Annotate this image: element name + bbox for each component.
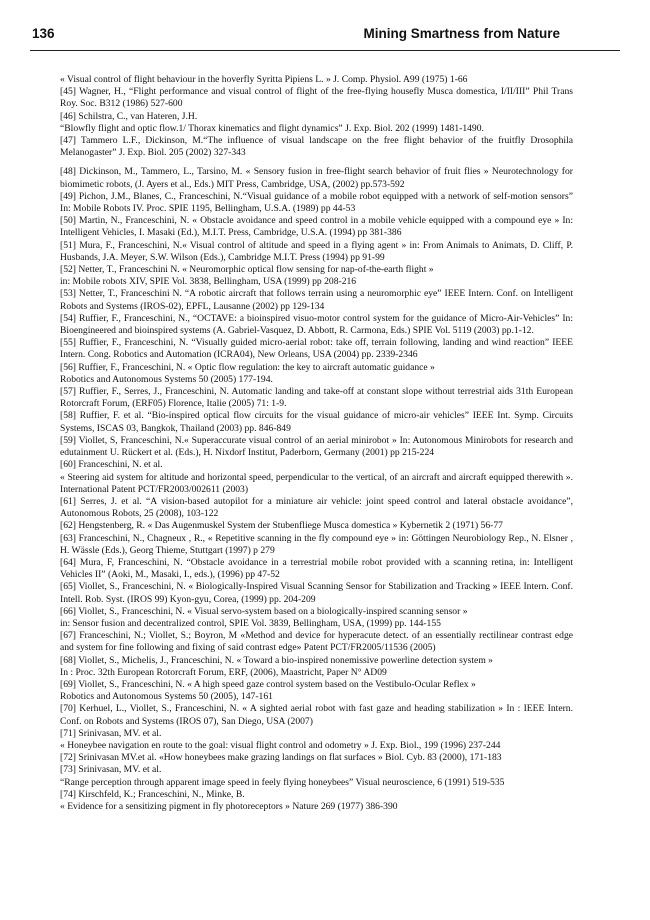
page-header bbox=[30, 26, 620, 48]
reference-line: [56] Ruffier, F., Franceschini, N. « Optic flow regulation: the key to aircraft automatic guidance » bbox=[60, 361, 435, 373]
reference-list bbox=[60, 74, 573, 813]
reference-line: [60] Franceschini, N. et al. bbox=[60, 459, 163, 471]
reference-line: [64] Mura, F, Franceschini, N. “Obstacle avoidance in a terrestrial mobile robot provided with a scanning retina, in: Intelligent Vehicles II” (Aoki, M., Masaki, I., eds.), (1996) pp 47-52 bbox=[60, 556, 573, 581]
reference-line: [52] Netter, T., Franceschini N. « Neuromorphic optical flow sensing for nap-of-the-earth flight » bbox=[60, 264, 434, 276]
reference-line: [63] Franceschini, N., Chagneux , R., « Repetitive scanning in the fly compound eye » in: Göttingen Neurobiology Rep., N. Elsner , H. Wässle (Eds.), Georg Thieme, Stuttgart (1997) p 279 bbox=[60, 532, 573, 556]
reference-line: [55] Ruffier, F., Franceschini, N. “Visually guided micro-aerial robot: take off, terrain following, landing and wind reaction” IEEE Intern. Cong. Robotics and Automation (ICRA04), New Orleans, USA (2004) pp. 2339-2346 bbox=[60, 337, 573, 361]
reference-line: [66] Viollet, S., Franceschini, N. « Visual servo-system based on a biologically-inspired scanning sensor » bbox=[60, 605, 468, 617]
reference-line: [68] Viollet, S., Michelis, J., Franceschini, N. « Toward a bio-inspired nonemissive powerline detection system » bbox=[60, 654, 493, 666]
reference-line: “Range perception through apparent image speed in feely flying honeybees” Visual neuroscience, 6 (1991) 519-535 bbox=[60, 776, 505, 788]
running-title: Mining Smartness from Nature bbox=[363, 26, 560, 41]
reference-line: Robotics and Autonomous Systems 50 (2005) 177-194. bbox=[60, 373, 273, 385]
reference-line: in: Sensor fusion and decentralized control, SPIE Vol. 3839, Bellingham, USA, (1999) pp. 144-155 bbox=[60, 617, 441, 629]
reference-line: In : Proc. 32th European Rotorcraft Forum, ERF, (2006), Maastricht, Paper N° AD09 bbox=[60, 666, 387, 678]
reference-line: [62] Hengstenberg, R. « Das Augenmuskel System der Stubenfliege Musca domestica » Kybernetik 2 (1971) 56-77 bbox=[60, 520, 503, 532]
reference-line: [49] Pichon, J.M., Blanes, C., Franceschini, N.“Visual guidance of a mobile robot equipped with a network of self-motion sensors” In: Mobile Robots IV. Proc. SPIE 1195, Bellingham, U.S.A. (1989) pp 44-53 bbox=[60, 190, 573, 215]
header-rule bbox=[30, 50, 620, 51]
reference-line: [45] Wagner, H., “Flight performance and visual control of flight of the free-flying housefly Musca domestica, I/II/III” Phil Trans Roy. Soc. B312 (1986) 527-600 bbox=[60, 86, 573, 110]
reference-line: “Blowfly flight and optic flow.1/ Thorax kinematics and flight dynamics” J. Exp. Biol. 202 (1999) 1481-1490. bbox=[60, 122, 484, 134]
reference-line: [46] Schilstra, C., van Hateren, J.H. bbox=[60, 110, 198, 122]
reference-line: [47] Tammero L.F., Dickinson, M.“The influence of visual landscape on the free flight behavior of the fruitfly Drosophila Melanogaster” J. Exp. Biol. 205 (2002) 327-343 bbox=[60, 135, 573, 159]
reference-line: [72] Srinivasan MV.et al. «How honeybees make grazing landings on flat surfaces » Biol. Cyb. 83 (2000), 171-183 bbox=[60, 752, 502, 764]
reference-line: [51] Mura, F., Franceschini, N.« Visual control of altitude and speed in a flying agent » in: From Animals to Animats, D. Cliff, P. Husbands, J.A. Meyer, S.W. Wilson (Eds.), Cambridge M.I.T. Press (1994) pp 91-99 bbox=[60, 239, 573, 263]
reference-line: [58] Ruffier, F. et al. “Bio-inspired optical flow circuits for the visual guidance of micro-air vehicles” IEEE Int. Symp. Circuits Systems, ISCAS 03, Bangkok, Thailand (2003) pp. 846-849 bbox=[60, 410, 573, 434]
reference-line: Robotics and Autonomous Systems 50 (2005), 147-161 bbox=[60, 691, 273, 703]
reference-line: [69] Viollet, S., Franceschini, N. « A high speed gaze control system based on the Vestibulo-Ocular Reflex » bbox=[60, 678, 476, 690]
reference-line: « Visual control of flight behaviour in the hoverfly Syritta Pipiens L. » J. Comp. Physiol. A99 (1975) 1-66 bbox=[60, 74, 468, 85]
reference-line: [71] Srinivasan, MV. et al. bbox=[60, 727, 162, 739]
reference-line: « Honeybee navigation en route to the goal: visual flight control and odometry » J. Exp. Biol., 199 (1996) 237-244 bbox=[60, 739, 501, 751]
reference-line: [74] Kirschfeld, K.; Franceschini, N., Minke, B. bbox=[60, 788, 245, 800]
page-number: 136 bbox=[32, 26, 55, 41]
reference-line: [57] Ruffier, F., Serres, J., Franceschini, N. Automatic landing and take-off at constant slope without terrestrial aids 31th European Rotorcraft Forum, (ERF05) Florence, Italie (2005) 71: 1-9. bbox=[60, 386, 573, 410]
reference-line: [67] Franceschini, N.; Viollet, S.; Boyron, M «Method and device for hyperacute detect. of an essentially rectilinear contrast edge and system for fine following and fixing of said contrast edge» Patent PCT/FR2005/11536 (2005) bbox=[60, 630, 573, 654]
reference-line: [70] Kerhuel, L., Viollet, S., Franceschini, N. « A sighted aerial robot with fast gaze and heading stabilization » In : IEEE Intern. Conf. on Robots and Systems (IROS 07), San Diego, USA (2007) bbox=[60, 703, 573, 727]
reference-line: [61] Serres, J. et al. “A vision-based autopilot for a miniature air vehicle: joint speed control and lateral obstacle avoidance”, Autonomous Robots, 25 (2008), 103-122 bbox=[60, 495, 573, 520]
reference-line: « Steering aid system for altitude and horizontal speed, perpendicular to the vertical, of an aircraft and aircraft equipped therewith ». International Patent PCT/FR2003/002611 (2003) bbox=[60, 471, 573, 495]
reference-line: [48] Dickinson, M., Tammero, L., Tarsino, M. « Sensory fusion in free-flight search behavior of fruit flies » Neurotechnology for biomimetic robots, (J. Ayers et al., Eds.) MIT Press, Cambridge, USA, (2002) pp.573-592 bbox=[60, 166, 573, 190]
reference-line: [73] Srinivasan, MV. et al. bbox=[60, 764, 162, 776]
reference-line: [59] Viollet, S, Franceschini, N.« Superaccurate visual control of an aerial minirobot » In: Autonomous Minirobots for research and edutainment U. Rückert et al. (Eds.), H. Nixdorf Institut, Paderborn, Germany (2001) pp 215-224 bbox=[60, 434, 573, 459]
reference-line: [65] Viollet, S., Franceschini, N. « Biologically-Inspired Visual Scanning Sensor for Stabilization and Tracking » IEEE Intern. Conf. Intell. Rob. Syst. (IROS 99) Kyon-gyu, Corea, (1999) pp. 204-209 bbox=[60, 581, 573, 605]
reference-line: [53] Netter, T., Franceschini N. “A robotic aircraft that follows terrain using a neuromorphic eye” IEEE Intern. Conf. on Intelligent Robots and Systems (IROS-02), EPFL, Lausanne (2002) pp 129-134 bbox=[60, 288, 573, 312]
reference-line: [50] Martin, N., Franceschini, N. « Obstacle avoidance and speed control in a mobile vehicle equipped with a compound eye » In: Intelligent Vehicles, I. Masaki (Ed.), M.I.T. Press, Cambridge, U.S.A. (1994) pp 381-386 bbox=[60, 215, 573, 239]
reference-line: in: Mobile robots XIV, SPIE Vol. 3838, Bellingham, USA (1999) pp 208-216 bbox=[60, 276, 357, 288]
reference-line: « Evidence for a sensitizing pigment in fly photoreceptors » Nature 269 (1977) 386-390 bbox=[60, 800, 398, 812]
reference-line: [54] Ruffier, F., Franceschini, N., “OCTAVE: a bioinspired visuo-motor control system for the guidance of Micro-Air-Vehicles” In: Bioengineered and bioinspired systems (A. Gabriel-Vasquez, D. Abbott, R. Carmona, Eds.) SPIE Vol. 5119 (2003) pp.1-12. bbox=[60, 312, 573, 337]
